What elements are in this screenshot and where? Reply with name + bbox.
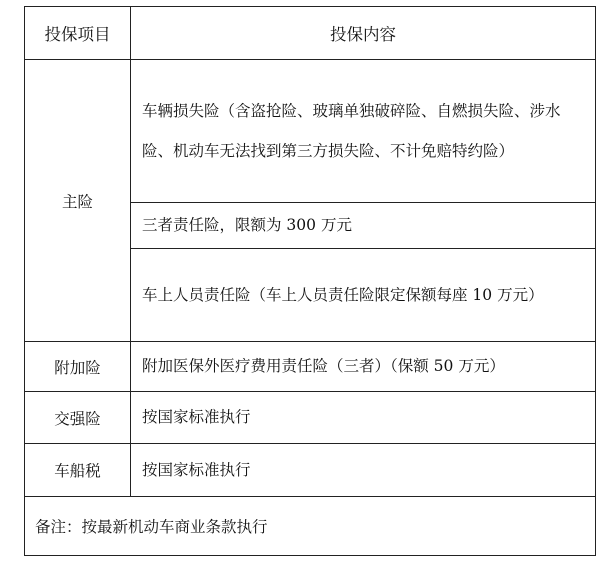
insurance-table [24, 6, 596, 556]
content-third-party: 三者责任险，限额为 300 万元 [131, 203, 596, 249]
category-main: 主险 [25, 60, 131, 342]
header-insurance-content: 投保内容 [131, 7, 596, 60]
content-additional: 附加医保外医疗费用责任险（三者）（保额 50 万元） [131, 342, 596, 392]
note-text: 备注：按最新机动车商业条款执行 [25, 497, 596, 556]
header-insurance-item: 投保项目 [25, 7, 131, 60]
header-row [25, 7, 596, 60]
category-vessel-tax: 车船税 [25, 444, 131, 497]
table-row [25, 392, 596, 444]
content-compulsory: 按国家标准执行 [131, 392, 596, 444]
table-row [25, 342, 596, 392]
content-vessel-tax: 按国家标准执行 [131, 444, 596, 497]
note-row [25, 497, 596, 556]
content-passenger-liability: 车上人员责任险（车上人员责任险限定保额每座 10 万元） [131, 249, 596, 342]
table-row [25, 60, 596, 203]
category-compulsory: 交强险 [25, 392, 131, 444]
content-vehicle-damage: 车辆损失险（含盗抢险、玻璃单独破碎险、自燃损失险、涉水险、机动车无法找到第三方损失险、不计免赔特约险） [131, 60, 596, 203]
category-additional: 附加险 [25, 342, 131, 392]
table-row [25, 444, 596, 497]
